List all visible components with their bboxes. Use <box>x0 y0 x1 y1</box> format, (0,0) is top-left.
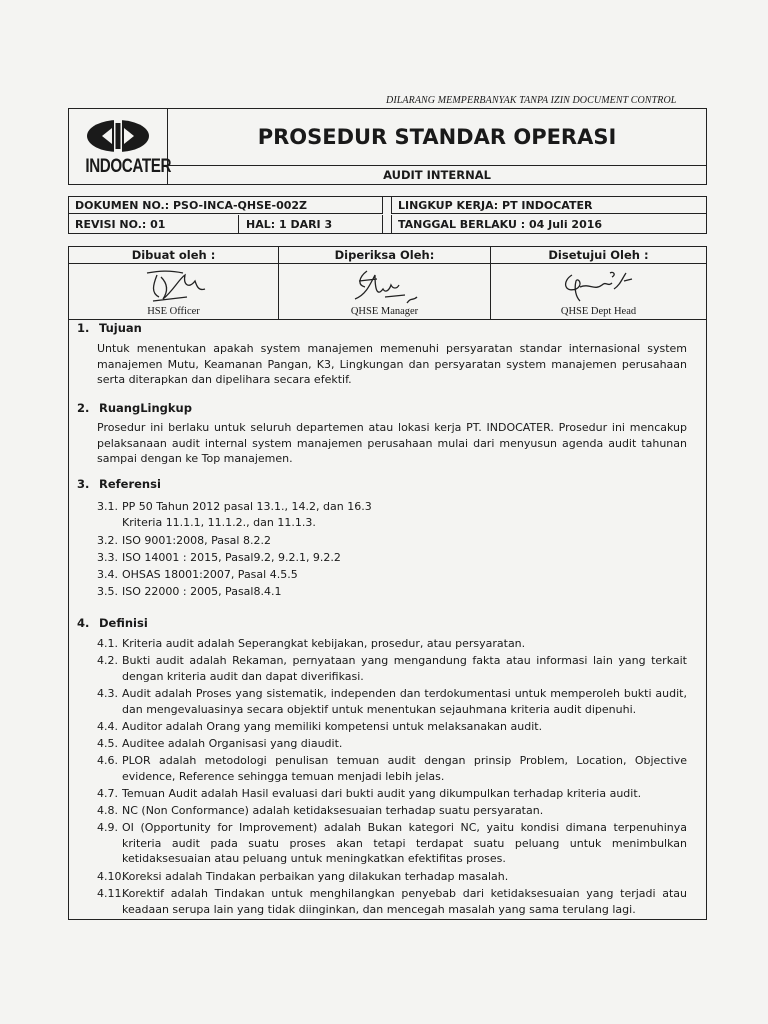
section-heading-ruang-lingkup <box>77 401 192 417</box>
item-text: PLOR adalah metodologi penulisan temuan audit dengan prinsip Problem, Location, Objective evidence, Reference sehingga temuan menjadi lebih jelas. <box>122 754 687 783</box>
section-number: 3. <box>77 477 90 491</box>
document-subtitle: AUDIT INTERNAL <box>383 168 491 182</box>
item-number: 3.3. <box>97 551 118 564</box>
item-text: ISO 9001:2008, Pasal 8.2.2 <box>122 534 271 547</box>
item-text: OHSAS 18001:2007, Pasal 4.5.5 <box>122 568 298 581</box>
item-text: OI (Opportunity for Improvement) adalah Bukan kategori NC, yaitu kondisi dimana terpenuhinya kriteria audit pada suatu proses akan tetapi terdapat suatu peluang untuk menimbulkan ketidaksesuaian atau peluang untuk meningkatkan efektifitas proses. <box>122 821 687 865</box>
item-number: 4.11. <box>97 887 125 900</box>
item-number: 4.2. <box>97 654 118 667</box>
section-title: RuangLingkup <box>99 401 192 415</box>
document-header <box>68 108 707 185</box>
item-number: 4.7. <box>97 787 118 800</box>
item-number: 4.10. <box>97 870 125 883</box>
section-number: 2. <box>77 401 90 415</box>
logo-wordmark: INDOCATER <box>85 156 172 177</box>
indocater-logo-icon <box>86 119 150 153</box>
signature-approved <box>491 247 706 319</box>
section-title: Referensi <box>99 477 161 491</box>
document-info-table <box>68 196 707 234</box>
section-heading-referensi <box>77 477 161 493</box>
item-text: Audit adalah Proses yang sistematik, independen dan terdokumentasi untuk memperoleh bukti audit, dan mengevaluasinya secara objektif untuk menentukan sejauhmana kriteria audit dipenuhi. <box>122 687 687 716</box>
signature-prepared <box>69 247 279 319</box>
signature-heading: Dibuat oleh : <box>69 247 278 264</box>
signature-role: QHSE Manager <box>350 306 419 317</box>
doc-number: DOKUMEN NO.: PSO-INCA-QHSE-002Z <box>69 197 383 214</box>
item-text: ISO 14001 : 2015, Pasal9.2, 9.2.1, 9.2.2 <box>122 551 341 564</box>
section-number: 4. <box>77 616 90 630</box>
procedure-body <box>68 246 707 920</box>
company-logo <box>69 109 172 184</box>
item-text: Koreksi adalah Tindakan perbaikan yang dilakukan terhadap masalah. <box>122 870 509 883</box>
page-number: HAL: 1 DARI 3 <box>240 215 383 233</box>
signature-checked <box>279 247 491 319</box>
section-number: 1. <box>77 321 90 335</box>
section-heading-tujuan <box>77 321 142 337</box>
effective-date: TANGGAL BERLAKU : 04 Juli 2016 <box>391 215 706 233</box>
item-text: PP 50 Tahun 2012 pasal 13.1., 14.2, dan 16.3 <box>122 500 372 513</box>
item-text: Bukti audit adalah Rekaman, pernyataan yang mengandung fakta atau informasi lain yang terkait dengan kriteria audit dan dapat diverifikasi. <box>122 654 687 683</box>
item-number: 3.5. <box>97 585 118 598</box>
section-title: Tujuan <box>99 321 142 335</box>
section-heading-definisi <box>77 616 148 632</box>
signature-heading: Disetujui Oleh : <box>491 247 706 264</box>
item-text: Temuan Audit adalah Hasil evaluasi dari bukti audit yang dikumpulkan terhadap kriteria audit. <box>122 787 642 800</box>
item-number: 4.4. <box>97 720 118 733</box>
item-text: Kriteria audit adalah Seperangkat kebijakan, prosedur, atau persyaratan. <box>122 637 526 650</box>
item-text: Auditee adalah Organisasi yang diaudit. <box>122 737 343 750</box>
item-text: Auditor adalah Orang yang memiliki kompetensi untuk melaksanakan audit. <box>122 720 543 733</box>
item-text: Korektif adalah Tindakan untuk menghilangkan penyebab dari ketidaksesuaian yang terjadi atau keadaan serupa lain yang tidak diinginkan, dan mencegah masalah yang sama terulang lagi. <box>122 887 687 916</box>
item-number: 3.4. <box>97 568 118 581</box>
item-number: 3.2. <box>97 534 118 547</box>
item-number: 4.8. <box>97 804 118 817</box>
item-number: 4.3. <box>97 687 118 700</box>
item-number: 3.1. <box>97 500 118 513</box>
signature-heading: Diperiksa Oleh: <box>279 247 490 264</box>
item-text: NC (Non Conformance) adalah ketidaksesuaian terhadap suatu persyaratan. <box>122 804 544 817</box>
item-text-continued: Kriteria 11.1.1, 11.1.2., dan 11.1.3. <box>122 516 316 529</box>
item-number: 4.5. <box>97 737 118 750</box>
signature-role: HSE Officer <box>147 306 200 317</box>
copy-notice: DILARANG MEMPERBANYAK TANPA IZIN DOCUMENT CONTROL <box>386 95 677 106</box>
document-title: PROSEDUR STANDAR OPERASI <box>168 109 706 166</box>
handwritten-signature-icon <box>345 267 425 307</box>
section-title: Definisi <box>99 616 148 630</box>
handwritten-signature-icon <box>139 267 209 305</box>
item-text: ISO 22000 : 2005, Pasal8.4.1 <box>122 585 282 598</box>
item-number: 4.6. <box>97 754 118 767</box>
work-scope: LINGKUP KERJA: PT INDOCATER <box>391 197 706 214</box>
revision-number: REVISI NO.: 01 <box>69 215 239 233</box>
item-number: 4.1. <box>97 637 118 650</box>
section-text-tujuan: Untuk menentukan apakah system manajemen memenuhi persyaratan standar internasional system manajemen Mutu, Keamanan Pangan, K3, Lingkungan dan persyaratan system manajemen perusahaan serta diterapkan dan dipelihara secara efektif. <box>97 342 687 386</box>
signature-role: QHSE Dept Head <box>560 306 637 317</box>
item-number: 4.9. <box>97 821 118 834</box>
section-text-ruang-lingkup: Prosedur ini berlaku untuk seluruh departemen atau lokasi kerja PT. INDOCATER. Prosedur ini mencakup pelaksanaan audit internal system manajemen perusahaan mulai dari menyusun agenda audit tahunan sampai dengan ke Top manajemen. <box>97 421 687 465</box>
handwritten-signature-icon <box>554 267 644 305</box>
signature-row <box>69 247 706 320</box>
